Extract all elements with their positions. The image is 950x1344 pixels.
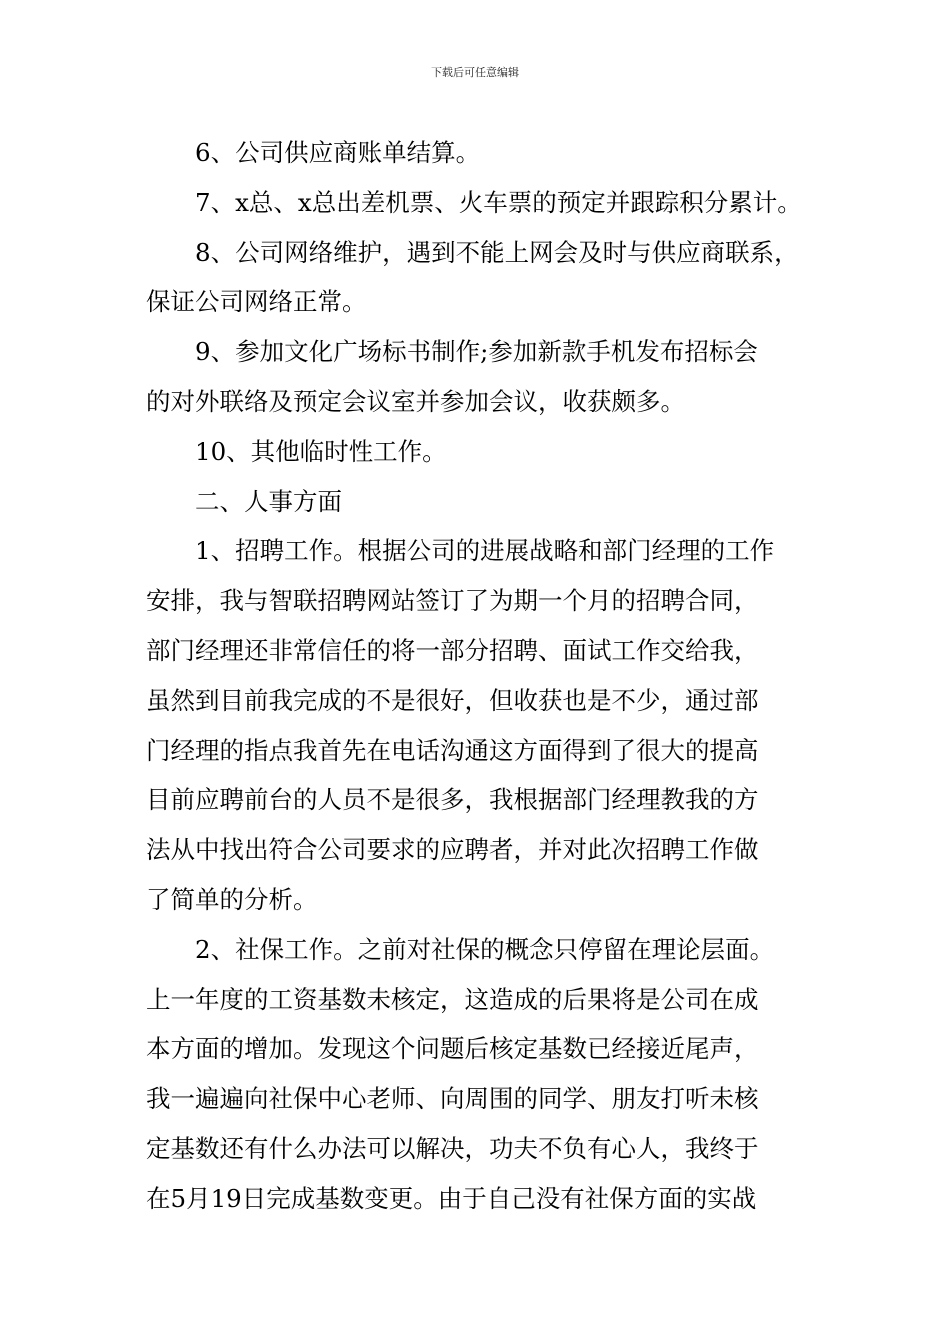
paragraph-line: 8、公司网络维护，遇到不能上网会及时与供应商联系， (195, 237, 799, 267)
paragraph-line: 在5月19日完成基数变更。由于自己没有社保方面的实战 (146, 1183, 757, 1213)
paragraph-line: 定基数还有什么办法可以解决，功夫不负有心人，我终于 (146, 1133, 759, 1163)
paragraph-line: 我一遍遍向社保中心老师、向周围的同学、朋友打听未核 (146, 1084, 759, 1114)
paragraph-line: 部门经理还非常信任的将一部分招聘、面试工作交给我， (146, 635, 759, 665)
paragraph-line: 10、其他临时性工作。 (195, 436, 447, 466)
paragraph-line: 1、招聘工作。根据公司的进展战略和部门经理的工作 (195, 536, 775, 566)
page-header-note: 下载后可任意编辑 (431, 66, 519, 79)
paragraph-line: 目前应聘前台的人员不是很多，我根据部门经理教我的方 (146, 785, 759, 815)
paragraph-line: 安排，我与智联招聘网站签订了为期一个月的招聘合同， (146, 586, 759, 616)
paragraph-line: 法从中找出符合公司要求的应聘者，并对此次招聘工作做 (146, 835, 759, 865)
paragraph-line: 本方面的增加。发现这个问题后核定基数已经接近尾声， (146, 1034, 759, 1064)
paragraph-line: 保证公司网络正常。 (146, 287, 367, 317)
paragraph-line: 了简单的分析。 (146, 884, 318, 914)
paragraph-line: 7、x总、x总出差机票、火车票的预定并跟踪积分累计。 (195, 187, 802, 217)
paragraph-line: 9、参加文化广场标书制作;参加新款手机发布招标会 (195, 337, 758, 367)
paragraph-line: 虽然到目前我完成的不是很好，但收获也是不少，通过部 (146, 685, 759, 715)
paragraph-line: 门经理的指点我首先在电话沟通这方面得到了很大的提高 (146, 735, 759, 765)
paragraph-line: 上一年度的工资基数未核定，这造成的后果将是公司在成 (146, 984, 759, 1014)
document-body (146, 128, 826, 1224)
paragraph-line: 的对外联络及预定会议室并参加会议，收获颇多。 (146, 386, 685, 416)
paragraph-line: 2、社保工作。之前对社保的概念只停留在理论层面。 (195, 934, 775, 964)
section-heading: 二、人事方面 (195, 486, 342, 516)
paragraph-line: 6、公司供应商账单结算。 (195, 138, 481, 167)
